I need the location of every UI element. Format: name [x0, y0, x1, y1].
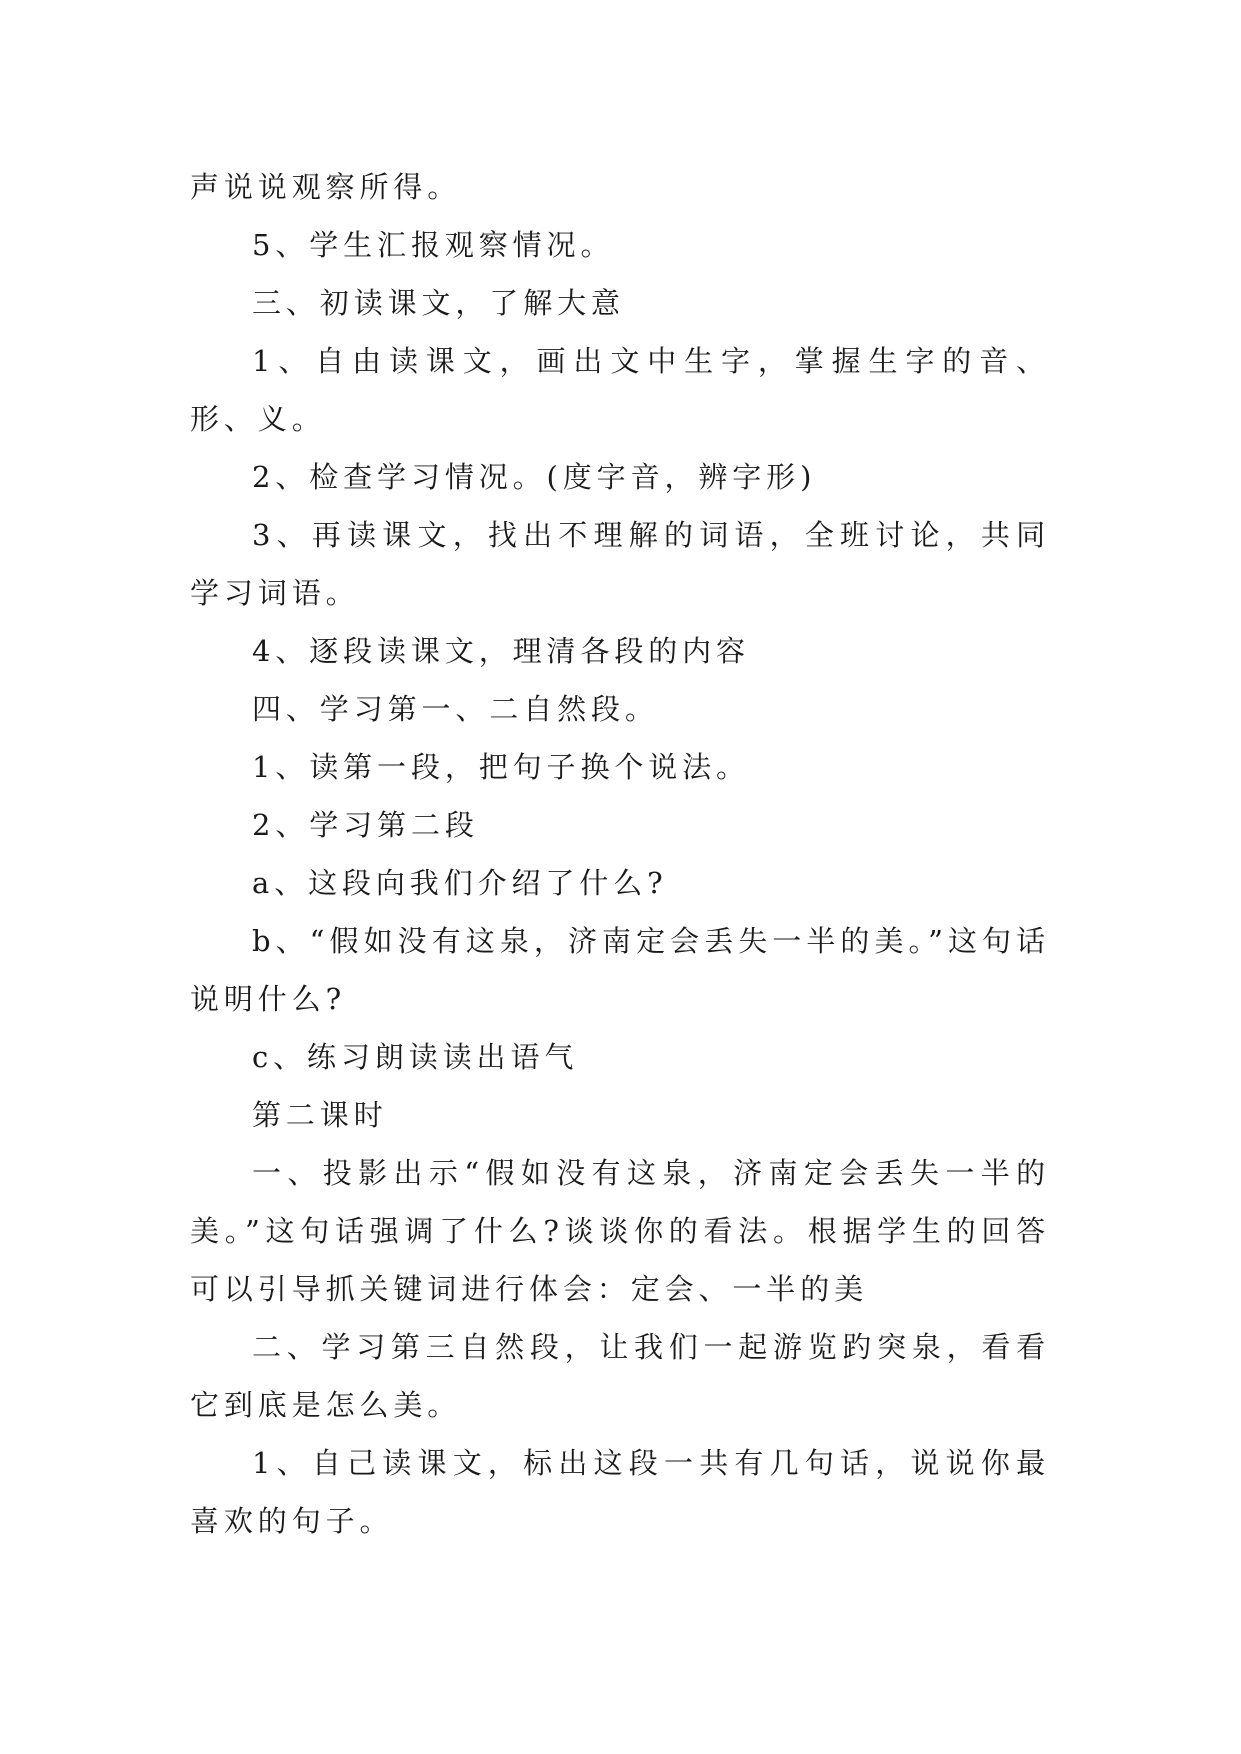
paragraph-16: 二、学习第三自然段，让我们一起游览趵突泉，看看它到底是怎么美。: [190, 1330, 1050, 1422]
paragraph-11: a、这段向我们介绍了什么?: [252, 866, 668, 900]
paragraph-13: c、练习朗读读出语气: [252, 1040, 579, 1074]
paragraph-4: 1、自由读课文，画出文中生字，掌握生字的音、形、义。: [190, 344, 1050, 436]
paragraph-7: 4、逐段读课文，理清各段的内容: [252, 634, 750, 668]
paragraph-2: 5、学生汇报观察情况。: [252, 228, 615, 262]
paragraph-9: 1、读第一段，把句子换个说法。: [252, 750, 750, 784]
lesson-heading-14: 第二课时: [252, 1098, 388, 1132]
paragraph-1: 声说说观察所得。: [190, 170, 462, 204]
paragraph-10: 2、学习第二段: [252, 808, 479, 842]
section-heading-3: 三、初读课文，了解大意: [252, 286, 625, 320]
paragraph-12: b、“假如没有这泉，济南定会丢失一半的美。”这句话说明什么?: [190, 924, 1050, 1016]
paragraph-6: 3、再读课文，找出不理解的词语，全班讨论，共同学习词语。: [190, 518, 1050, 610]
paragraph-5: 2、检查学习情况。(度字音，辨字形): [252, 460, 817, 494]
paragraph-15: 一、投影出示“假如没有这泉，济南定会丢失一半的美。”这句话强调了什么?谈谈你的看法。根据学生的回答可以引导抓关键词进行体会：定会、一半的美: [190, 1156, 1050, 1306]
document-body: [190, 158, 1050, 1550]
section-heading-8: 四、学习第一、二自然段。: [252, 692, 659, 726]
paragraph-17: 1、自己读课文，标出这段一共有几句话，说说你最喜欢的句子。: [190, 1446, 1050, 1538]
